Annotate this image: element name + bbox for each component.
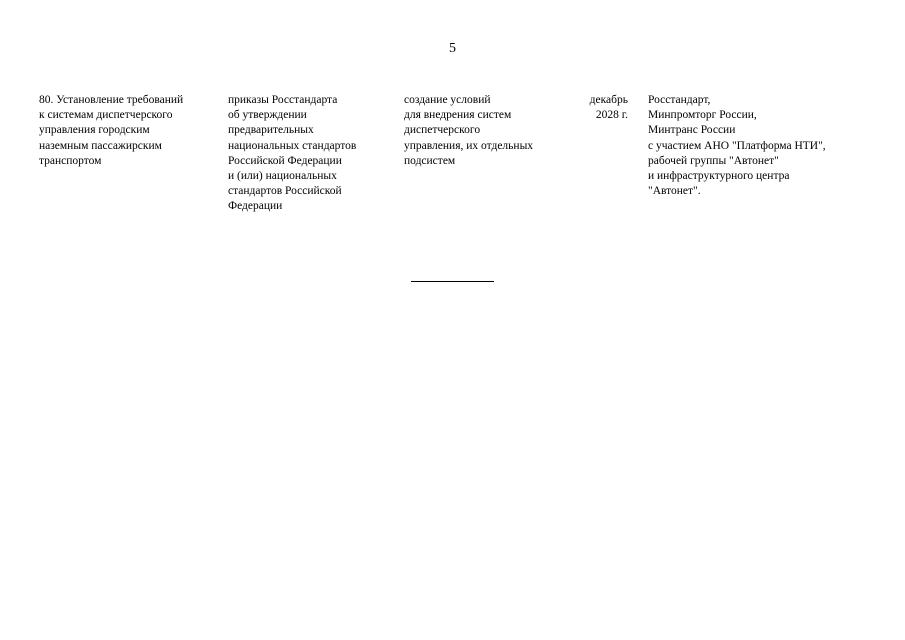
result-line: создание условий (404, 94, 491, 106)
responsible-line: с участием АНО "Платформа НТИ", (648, 139, 826, 152)
responsible-line: Росстандарт, (648, 94, 711, 106)
document-type-line: приказы Росстандарта (228, 94, 338, 106)
responsible-line: рабочей группы "Автонет" (648, 154, 779, 167)
deadline-line: 2028 г. (595, 109, 628, 122)
responsible-cell (648, 93, 826, 199)
document-type-line: национальных стандартов (228, 139, 357, 152)
result-cell (404, 93, 533, 169)
measure-line: наземным пассажирским (39, 139, 162, 152)
responsible-line: Минпромторг России, (648, 109, 757, 122)
measure-line: транспортом (39, 154, 102, 167)
document-type-line: Российской Федерации (228, 154, 342, 167)
end-of-document-rule (411, 281, 494, 282)
responsible-line: Минтранс России (648, 124, 736, 137)
result-line: управления, их отдельных (404, 139, 534, 152)
deadline-line: декабрь (589, 94, 628, 106)
document-type-line: и (или) национальных (228, 170, 337, 183)
measure-line: управления городским (39, 124, 150, 137)
measure-cell (39, 93, 183, 169)
responsible-line: и инфраструктурного центра (648, 170, 790, 183)
document-type-line: об утверждении (228, 109, 307, 122)
page-number: 5 (449, 41, 456, 56)
document-type-cell (228, 93, 356, 215)
measure-line: 80. Установление требований (39, 94, 184, 106)
document-type-line: Федерации (228, 200, 283, 213)
measure-line: к системам диспетчерского (39, 109, 173, 122)
result-line: подсистем (404, 154, 456, 167)
document-type-line: стандартов Российской (228, 185, 342, 198)
document-type-line: предварительных (228, 124, 314, 137)
result-line: диспетчерского (404, 124, 481, 137)
result-line: для внедрения систем (404, 109, 512, 122)
deadline-cell (568, 93, 628, 123)
responsible-line: "Автонет". (648, 185, 701, 198)
